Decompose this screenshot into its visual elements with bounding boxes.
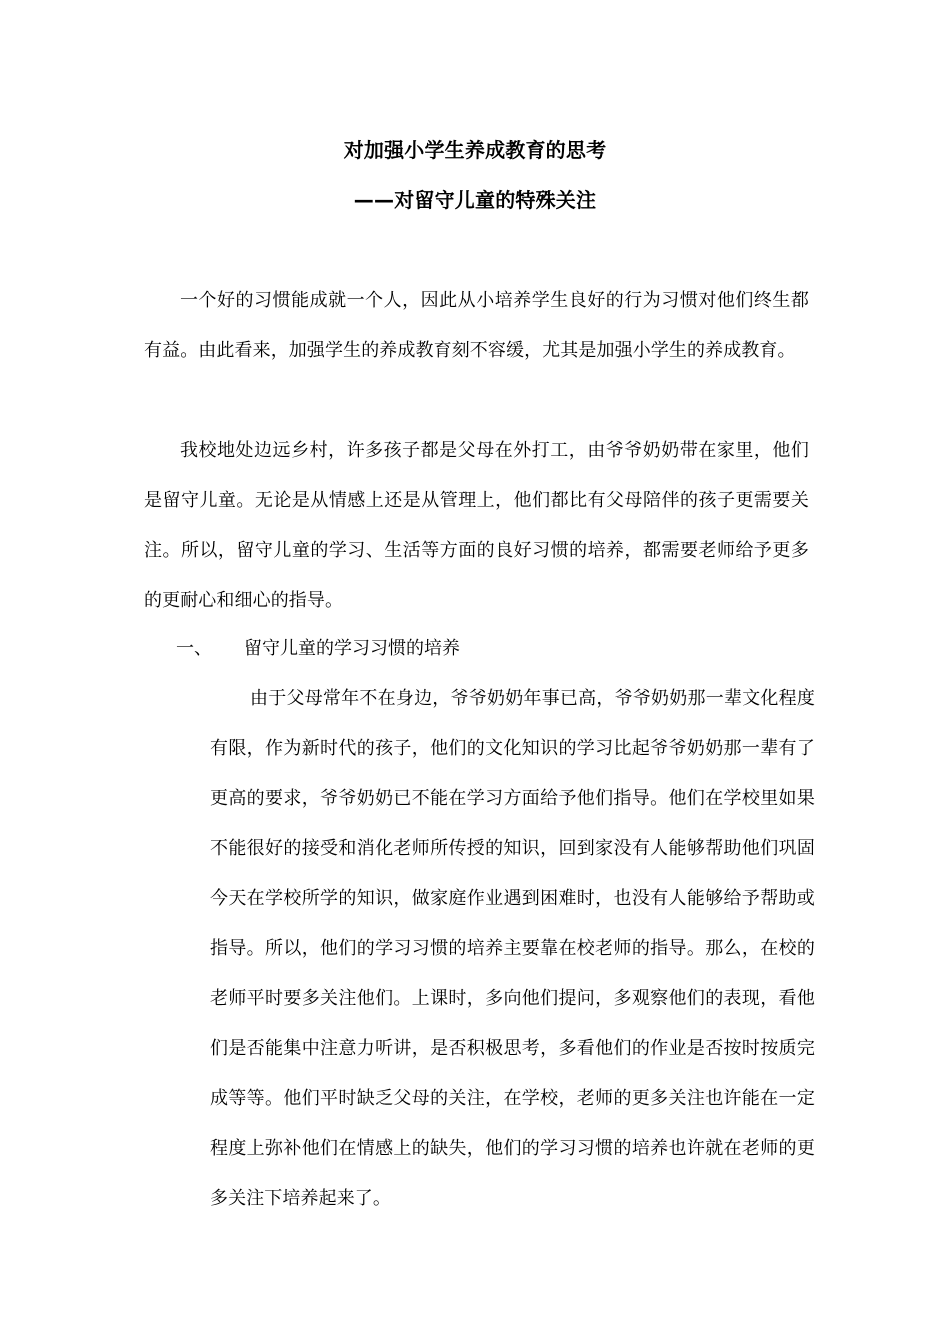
section-number: 一、 xyxy=(176,638,212,659)
section-body-paragraph: 由于父母常年不在身边，爷爷奶奶年事已高，爷爷奶奶那一辈文化程度有限，作为新时代的孩子，他们的文化知识的学习比起爷爷奶奶那一辈有了更高的要求，爷爷奶奶已不能在学习方面给予他们指导。他们在学校里如果不能很好的接受和消化老师所传授的知识，回到家没有人能够帮助他们巩固今天在学校所学的知识，做家庭作业遇到困难时，也没有人能够给予帮助或指导。所以，他们的学习习惯的培养主要靠在校老师的指导。那么，在校的老师平时要多关注他们。上课时，多向他们提问，多观察他们的表现，看他们是否能集中注意力听讲，是否积极思考，多看他们的作业是否按时按质完成等等。他们平时缺乏父母的关注，在学校，老师的更多关注也许能在一定程度上弥补他们在情感上的缺失，他们的学习习惯的培养也许就在老师的更多关注下培养起来了。 xyxy=(210,688,815,1209)
document-subtitle: ——对留守儿童的特殊关注 xyxy=(353,188,597,212)
intro-paragraph: 一个好的习惯能成就一个人，因此从小培养学生良好的行为习惯对他们终生都有益。由此看来，加强学生的养成教育刻不容缓，尤其是加强小学生的养成教育。 xyxy=(144,290,809,361)
section-heading xyxy=(176,624,460,674)
document-title: 对加强小学生养成教育的思考 xyxy=(343,138,607,162)
section-heading-text: 留守儿童的学习习惯的培养 xyxy=(244,638,460,659)
context-paragraph: 我校地处边远乡村，许多孩子都是父母在外打工，由爷爷奶奶带在家里，他们是留守儿童。无论是从情感上还是从管理上，他们都比有父母陪伴的孩子更需要关注。所以，留守儿童的学习、生活等方面的良好习惯的培养，都需要老师给予更多的更耐心和细心的指导。 xyxy=(144,440,809,611)
